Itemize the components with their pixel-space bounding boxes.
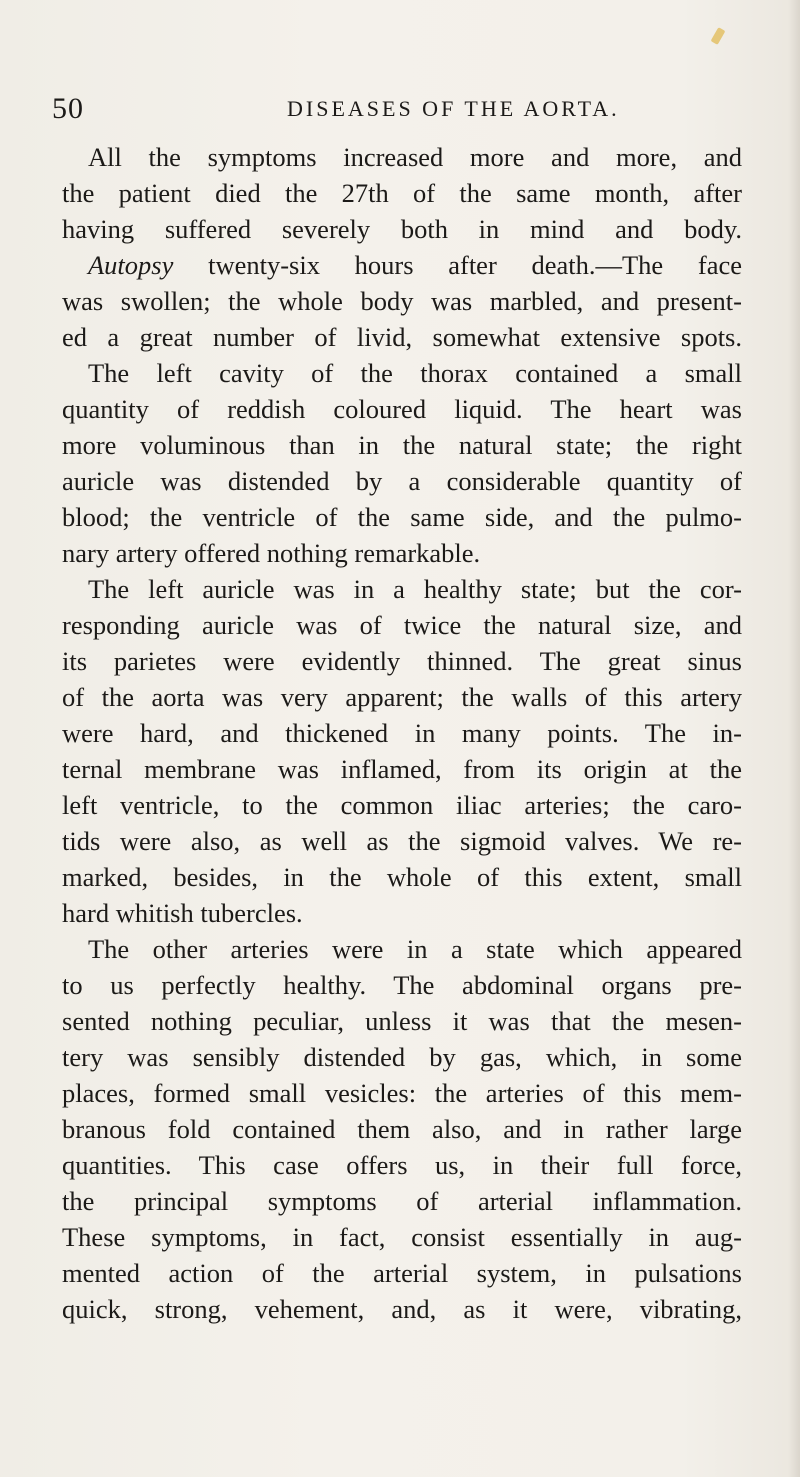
text-line [62, 787, 742, 823]
text-line [62, 1291, 742, 1327]
italic-word: Autopsy [88, 250, 174, 280]
text-line [62, 535, 742, 571]
line-text: of the aorta was very apparent; the walls of this artery [62, 682, 742, 712]
text-line [62, 391, 742, 427]
text-line [62, 859, 742, 895]
text-line [62, 1255, 742, 1291]
line-text: The left cavity of the thorax contained a small [88, 358, 742, 388]
text-line [62, 1075, 742, 1111]
line-text: The left auricle was in a healthy state; but the cor- [88, 574, 742, 604]
text-line [62, 463, 742, 499]
text-line [62, 571, 742, 607]
text-line [62, 715, 742, 751]
line-text: ternal membrane was inflamed, from its origin at the [62, 754, 742, 784]
line-text: the principal symptoms of arterial inflammation. [62, 1186, 742, 1216]
text-line [62, 319, 742, 355]
text-line [62, 823, 742, 859]
text-line [62, 283, 742, 319]
page-number: 50 [52, 92, 84, 125]
text-line [62, 175, 742, 211]
text-line [62, 247, 742, 283]
line-text: quantity of reddish coloured liquid. The heart was [62, 394, 742, 424]
line-text: the patient died the 27th of the same month, after [62, 178, 742, 208]
line-text: nary artery offered nothing remarkable. [62, 538, 481, 568]
text-line [62, 895, 742, 931]
line-text: The other arteries were in a state which appeared [88, 934, 742, 964]
line-text: All the symptoms increased more and more, and [88, 142, 742, 172]
line-text: quantities. This case offers us, in their full force, [62, 1150, 742, 1180]
text-line [62, 1183, 742, 1219]
line-text: These symptoms, in fact, consist essentially in aug- [62, 1222, 742, 1252]
line-text: twenty-six hours after death.—The face [173, 250, 742, 280]
line-text: more voluminous than in the natural state; the right [62, 430, 742, 460]
line-text: were hard, and thickened in many points. The in- [62, 718, 742, 748]
text-line [62, 643, 742, 679]
line-text: branous fold contained them also, and in rather large [62, 1114, 742, 1144]
paper-stain [711, 27, 726, 45]
text-line [62, 679, 742, 715]
line-text: was swollen; the whole body was marbled, and present- [62, 286, 742, 316]
line-text: places, formed small vesicles: the arteries of this mem- [62, 1078, 742, 1108]
text-line [62, 1039, 742, 1075]
line-text: ed a great number of livid, somewhat extensive spots. [62, 322, 742, 352]
line-text: sented nothing peculiar, unless it was that the mesen- [62, 1006, 742, 1036]
line-text: to us perfectly healthy. The abdominal organs pre- [62, 970, 742, 1000]
running-head: DISEASES OF THE AORTA. [287, 96, 620, 121]
page-header [52, 92, 742, 132]
text-line [62, 427, 742, 463]
text-line [62, 607, 742, 643]
line-text: left ventricle, to the common iliac arteries; the caro- [62, 790, 742, 820]
line-text: having suffered severely both in mind and body. [62, 214, 742, 244]
text-line [62, 931, 742, 967]
line-text: marked, besides, in the whole of this extent, small [62, 862, 742, 892]
text-line [62, 751, 742, 787]
text-line [62, 211, 742, 247]
line-text: blood; the ventricle of the same side, and the pulmo- [62, 502, 742, 532]
body-text [62, 139, 742, 1327]
page-edge-shadow [788, 0, 800, 1477]
text-line [62, 499, 742, 535]
text-line [62, 1111, 742, 1147]
line-text: its parietes were evidently thinned. The great sinus [62, 646, 742, 676]
line-text: quick, strong, vehement, and, as it were, vibrating, [62, 1294, 742, 1324]
line-text: tery was sensibly distended by gas, which, in some [62, 1042, 742, 1072]
line-text: hard whitish tubercles. [62, 898, 303, 928]
line-text: responding auricle was of twice the natural size, and [62, 610, 742, 640]
text-line [62, 967, 742, 1003]
text-line [62, 1219, 742, 1255]
text-line [62, 139, 742, 175]
line-text: tids were also, as well as the sigmoid valves. We re- [62, 826, 742, 856]
text-line [62, 1147, 742, 1183]
text-line [62, 355, 742, 391]
text-line [62, 1003, 742, 1039]
line-text: auricle was distended by a considerable quantity of [62, 466, 742, 496]
line-text: mented action of the arterial system, in pulsations [62, 1258, 742, 1288]
